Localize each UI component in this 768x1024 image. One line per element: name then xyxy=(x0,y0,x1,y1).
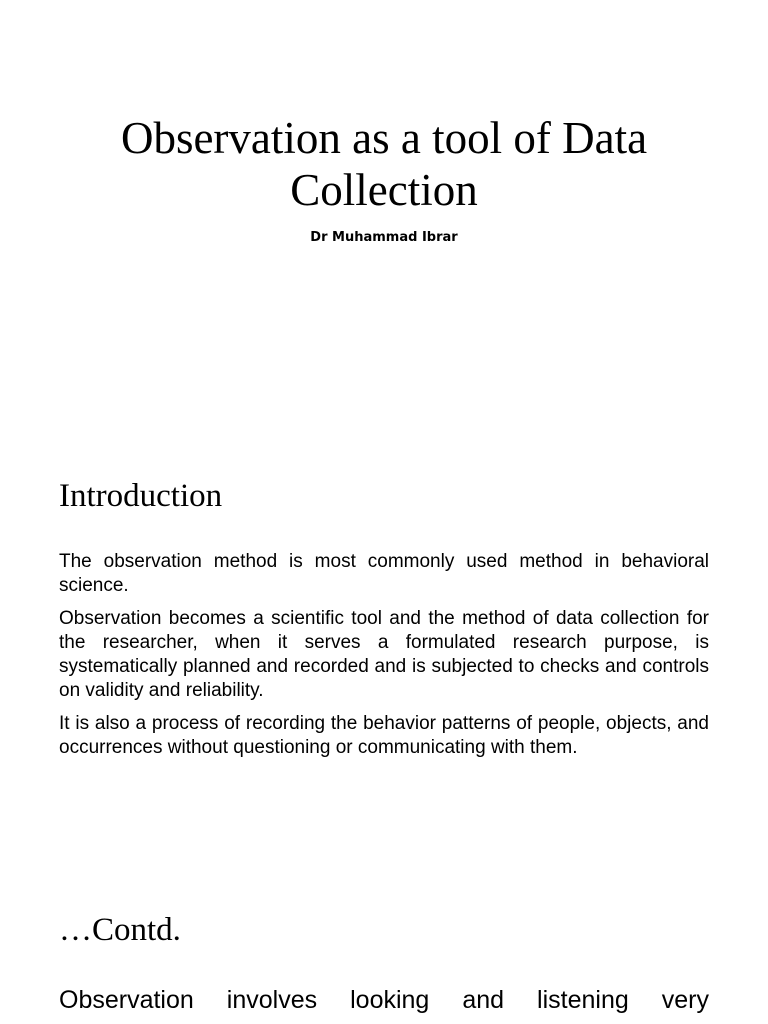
introduction-slide xyxy=(0,432,768,864)
body-paragraph: Observation becomes a scientific tool and the method of data collection for the researcher, when it serves a formulated research purpose, is systematically planned and recorded and is subjected to checks and controls on validity and reliability. xyxy=(59,607,709,702)
slide-heading: Introduction xyxy=(59,478,223,514)
body-paragraph: The observation method is most commonly used method in behavioral science. xyxy=(59,551,709,597)
contd-slide xyxy=(0,864,768,1024)
body-paragraph: It is also a process of recording the behavior patterns of people, objects, and occurrences without questioning or communicating with them. xyxy=(59,712,709,759)
author-name: Dr Muhammad Ibrar xyxy=(310,230,458,245)
presentation-title: Observation as a tool of Data Collection xyxy=(120,113,648,215)
body-paragraph: Observation involves looking and listening very xyxy=(59,986,709,1014)
slide-body xyxy=(59,984,709,1024)
slide-heading: …Contd. xyxy=(59,912,181,948)
slide-body xyxy=(59,550,709,768)
title-slide xyxy=(0,0,768,432)
